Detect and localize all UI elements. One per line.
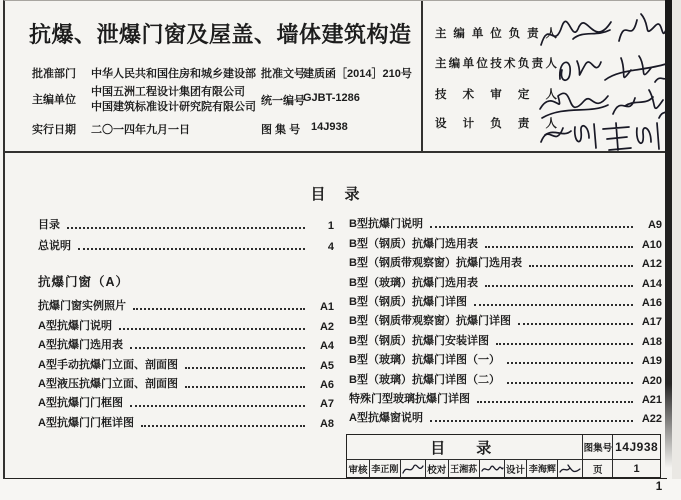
toc-entry-title: B型（玻璃）抗爆门选用表 bbox=[349, 276, 478, 289]
toc-entry bbox=[349, 270, 662, 289]
toc-entry-page: A20 bbox=[641, 374, 662, 387]
dot-leader bbox=[133, 308, 305, 310]
dot-leader bbox=[78, 248, 305, 250]
toc-entry-title: 总说明 bbox=[38, 240, 71, 252]
unified-no-label: 统一编号 bbox=[261, 95, 305, 107]
toc-entry-title: A型手动抗爆门立面、剖面图 bbox=[38, 358, 178, 371]
toc-entry-page: A5 bbox=[319, 359, 334, 372]
dot-leader bbox=[474, 304, 633, 306]
approval-dept-value: 中华人民共和国住房和城乡建设部 bbox=[91, 68, 256, 80]
toc-entry-title: 目录 bbox=[38, 218, 60, 231]
document-title: 抗爆、泄爆门窗及屋盖、墙体建筑构造 bbox=[29, 22, 412, 47]
toc-heading: 目 录 bbox=[310, 186, 362, 203]
dot-leader bbox=[119, 328, 305, 330]
toc-entry-title: B型（钢质）抗爆门详图 bbox=[349, 295, 467, 308]
toc-entry-page: A9 bbox=[647, 219, 662, 232]
toc-entry bbox=[349, 348, 662, 367]
toc-entry bbox=[38, 210, 334, 232]
title-block-sheet-title: 目 录 bbox=[347, 435, 583, 459]
toc-entry-page: A18 bbox=[641, 335, 662, 348]
toc-entry bbox=[349, 367, 662, 386]
toc-entry-title: A型液压抗爆门立面、剖面图 bbox=[38, 377, 178, 390]
designer-role-label: 设计 bbox=[505, 460, 528, 477]
toc-entry-page: A19 bbox=[641, 355, 662, 368]
toc-entry-page: A1 bbox=[319, 301, 334, 314]
dot-leader bbox=[485, 246, 633, 248]
design-leader-label: 设计负责人 bbox=[435, 118, 557, 130]
scan-binding-edge bbox=[665, 0, 672, 468]
dot-leader bbox=[141, 425, 305, 427]
toc-entry bbox=[38, 410, 334, 429]
effective-date-label: 实行日期 bbox=[32, 124, 76, 136]
reviewer-signature bbox=[401, 460, 426, 477]
approval-doc-no-label: 批准文号 bbox=[261, 68, 305, 80]
atlas-no-label: 图 集 号 bbox=[261, 124, 301, 136]
dot-leader bbox=[185, 386, 305, 388]
toc-entry bbox=[349, 251, 662, 270]
editor-value-line1: 中国五洲工程设计集团有限公司 bbox=[91, 86, 245, 98]
dot-leader bbox=[496, 343, 633, 345]
toc-entry-page: A7 bbox=[319, 398, 334, 411]
page-value: 1 bbox=[633, 462, 640, 475]
editor-label: 主编单位 bbox=[32, 94, 76, 106]
toc-entry bbox=[349, 328, 662, 347]
dot-leader bbox=[185, 367, 305, 369]
toc-entry bbox=[349, 387, 662, 406]
scan-bottom-margin bbox=[0, 479, 681, 500]
designer-name: 李海辉 bbox=[527, 460, 558, 477]
toc-entry-page: A17 bbox=[641, 316, 662, 329]
title-block-bottom-row bbox=[347, 460, 660, 477]
toc-entry-page: A12 bbox=[641, 258, 662, 271]
toc-entry bbox=[349, 231, 662, 250]
toc-section-heading: 抗爆门窗（A） bbox=[38, 275, 130, 289]
tech-approver-label: 技术审定人 bbox=[435, 89, 557, 101]
header-divider-line bbox=[5, 151, 667, 153]
dot-leader bbox=[67, 227, 305, 229]
toc-entry-title: A型抗爆窗说明 bbox=[349, 412, 423, 425]
toc-entry bbox=[38, 372, 334, 391]
toc-entry-title: B型抗爆门说明 bbox=[349, 218, 423, 231]
toc-entry-title: A型抗爆门选用表 bbox=[38, 339, 123, 352]
toc-entry-page: A21 bbox=[641, 393, 662, 406]
toc-entry-page: A6 bbox=[319, 378, 334, 391]
chief-editor-leader-label: 主编单位负责人 bbox=[435, 28, 557, 40]
dot-leader bbox=[130, 405, 305, 407]
toc-entry-title: B型（钢质）抗爆门安装详图 bbox=[349, 334, 489, 347]
reviewer-name: 李正刚 bbox=[370, 460, 401, 477]
unified-no-value: GJBT-1286 bbox=[303, 92, 360, 104]
toc-entry-title: 抗爆门窗实例照片 bbox=[38, 300, 126, 313]
page-label: 页 bbox=[583, 460, 613, 477]
toc-entry-title: A型抗爆门门框图 bbox=[38, 397, 123, 410]
toc-entry-page: A8 bbox=[319, 417, 334, 430]
title-block-top-row bbox=[347, 435, 660, 460]
checker-role-label: 校对 bbox=[426, 460, 449, 477]
toc-entry-page: 1 bbox=[327, 219, 334, 232]
toc-entry-page: A10 bbox=[641, 238, 662, 251]
toc-entry-title: A型抗爆门门框详图 bbox=[38, 416, 134, 429]
toc-entry-title: B型（玻璃）抗爆门详图（二） bbox=[349, 373, 500, 386]
toc-entry bbox=[38, 294, 334, 313]
toc-entry-title: B型（玻璃）抗爆门详图（一） bbox=[349, 354, 500, 367]
editor-value-line2: 中国建筑标准设计研究院有限公司 bbox=[91, 101, 256, 113]
toc-entry bbox=[349, 309, 662, 328]
page-frame bbox=[3, 0, 667, 481]
corner-page-number: 1 bbox=[655, 481, 663, 493]
dot-leader bbox=[430, 226, 633, 228]
checker-signature bbox=[480, 460, 505, 477]
toc-entry-title: A型抗爆门说明 bbox=[38, 319, 112, 332]
toc-entry bbox=[38, 313, 334, 332]
dot-leader bbox=[430, 420, 633, 422]
dot-leader bbox=[485, 285, 633, 287]
toc-entry-title: B型（钢质带观察窗）抗爆门选用表 bbox=[349, 257, 522, 270]
atlas-no-value: 14J938 bbox=[311, 121, 348, 133]
toc-entry bbox=[349, 212, 662, 231]
toc-entry-title: 特殊门型玻璃抗爆门详图 bbox=[349, 392, 470, 405]
dot-leader bbox=[130, 347, 305, 349]
checker-name: 王湘荪 bbox=[449, 460, 480, 477]
toc-entry-page: A2 bbox=[319, 320, 334, 333]
approval-doc-no-value: 建质函［2014］210号 bbox=[303, 68, 412, 80]
dot-leader bbox=[507, 362, 633, 364]
scan-right-margin bbox=[672, 0, 681, 500]
toc-left-column bbox=[38, 210, 334, 430]
atlas-number-label: 图集号 bbox=[583, 435, 613, 459]
toc-entry-page: A14 bbox=[641, 277, 662, 290]
toc-entry-page: A22 bbox=[641, 413, 662, 426]
toc-entry-title: B型（钢质）抗爆门选用表 bbox=[349, 237, 478, 250]
toc-entry bbox=[38, 352, 334, 371]
toc-entry bbox=[38, 333, 334, 352]
toc-entry-page: A4 bbox=[319, 340, 334, 353]
toc-spacer bbox=[38, 253, 334, 272]
toc-entry bbox=[349, 406, 662, 425]
header-vertical-divider bbox=[421, 1, 423, 152]
dot-leader bbox=[477, 401, 633, 403]
toc-entry bbox=[38, 391, 334, 410]
effective-date-value: 二〇一四年九月一日 bbox=[91, 124, 190, 136]
dot-leader bbox=[507, 382, 633, 384]
drawing-title-block bbox=[346, 434, 661, 478]
toc-entry-page: 4 bbox=[327, 241, 334, 253]
designer-signature bbox=[558, 460, 583, 477]
toc-entry bbox=[349, 290, 662, 309]
approval-dept-label: 批准部门 bbox=[32, 68, 76, 80]
reviewer-role-label: 审核 bbox=[347, 460, 370, 477]
toc-entry-page: A16 bbox=[641, 296, 662, 309]
dot-leader bbox=[529, 265, 633, 267]
atlas-number-value: 14J938 bbox=[615, 440, 659, 454]
toc-right-column bbox=[349, 212, 662, 425]
dot-leader bbox=[518, 323, 633, 325]
chief-editor-tech-leader-label: 主编单位技术负责人 bbox=[435, 58, 557, 70]
toc-entry-title: B型（钢质带观察窗）抗爆门详图 bbox=[349, 315, 511, 328]
toc-entry bbox=[38, 232, 334, 254]
